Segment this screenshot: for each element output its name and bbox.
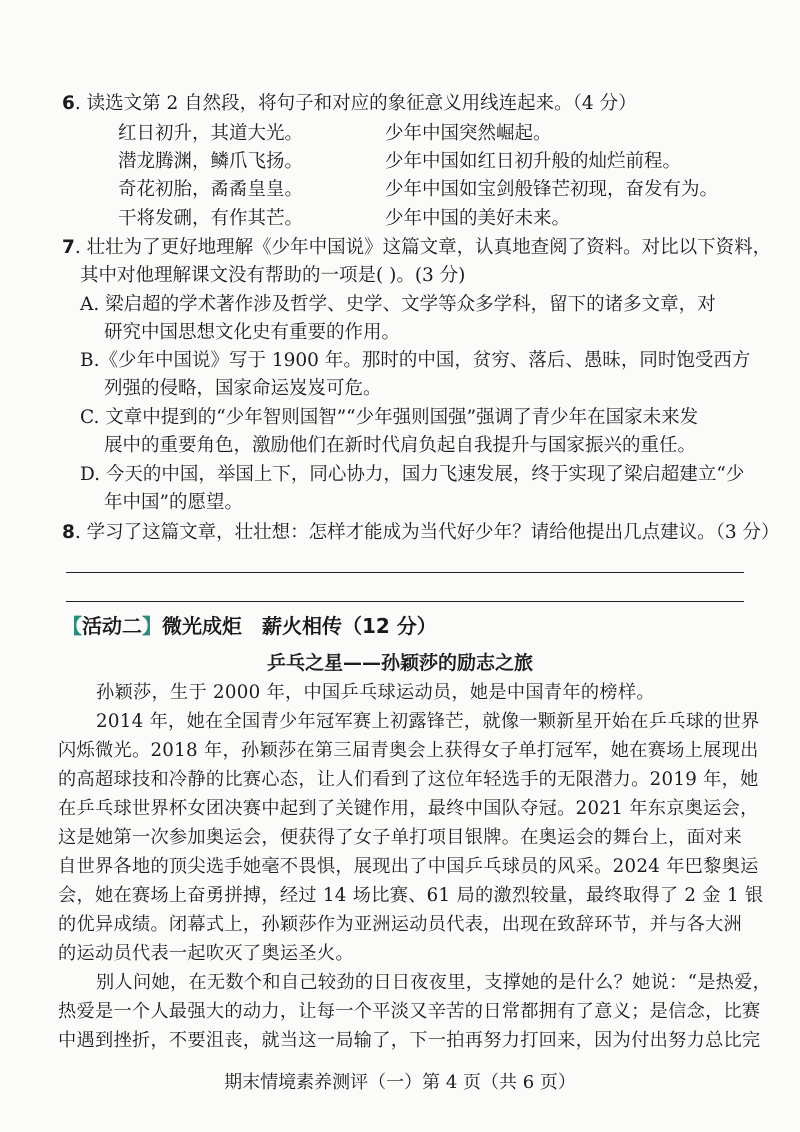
article-line: 会，她在赛场上奋勇拼搏，经过 14 场比赛、61 局的激烈较量，最终取得了 2 金 1 银 (58, 885, 764, 906)
q6-right-item: 少年中国突然崛起。 (385, 123, 552, 144)
q7-option-a-cont: 研究中国思想文化史有重要的作用。 (104, 322, 401, 343)
article-line: 中遇到挫折，不要沮丧，就当这一局输了，下一拍再努力打回来，因为付出努力总比完 (58, 1030, 761, 1051)
q6-right-item: 少年中国的美好未来。 (385, 208, 571, 229)
q6-right-item: 少年中国如宝剑般锋芒初现，奋发有为。 (385, 179, 719, 200)
article-line: 热爱是一个人最强大的动力，让每一个平淡又辛苦的日常都拥有了意义；是信念，比赛 (58, 1001, 761, 1022)
q6-prompt: 6. 读选文第 2 自然段，将句子和对应的象征意义用线连起来。（4 分） (62, 93, 637, 114)
bracket-close: 】 (142, 614, 162, 638)
q6-left-item: 干将发硎，有作其芒。 (118, 208, 304, 229)
q7-option-c-cont: 展中的重要角色，激励他们在新时代肩负起自我提升与国家振兴的重任。 (104, 435, 697, 456)
activity-label: 活动二 (82, 614, 142, 638)
article-line: 这是她第一次参加奥运会，便获得了女子单打项目银牌。在奥运会的舞台上，面对来 (58, 827, 743, 848)
q7-option-a: A. 梁启超的学术著作涉及哲学、史学、文学等众多学科，留下的诸多文章，对 (80, 294, 716, 315)
article-line: 孙颖莎，生于 2000 年，中国乒乓球运动员，她是中国青年的榜样。 (96, 682, 655, 703)
activity-title: 微光成炬 薪火相传（12 分） (162, 614, 437, 638)
q8-number: 8 (62, 522, 75, 543)
article-title: 乒乓之星——孙颖莎的励志之旅 (266, 652, 533, 674)
q7-option-d: D. 今天的中国，举国上下，同心协力，国力飞速发展，终于实现了梁启超建立“少 (80, 464, 745, 485)
answer-line-2[interactable] (66, 601, 744, 602)
q7-option-b: B.《少年中国说》写于 1900 年。那时的中国，贫穷、落后、愚昧，同时饱受西方 (80, 350, 751, 371)
answer-line-1[interactable] (66, 572, 744, 573)
article-line: 的高超球技和冷静的比赛心态，让人们看到了这位年轻选手的无限潜力。2019 年，她 (58, 769, 759, 790)
q7-prompt: 7. 壮壮为了更好地理解《少年中国说》这篇文章，认真地查阅了资料。对比以下资料， (62, 237, 772, 258)
q6-left-item: 潜龙腾渊，鳞爪飞扬。 (118, 151, 304, 172)
article-line: 别人问她，在无数个和自己较劲的日日夜夜里，支撑她的是什么？她说：“是热爱， (96, 972, 772, 993)
q6-left-item: 红日初升，其道大光。 (118, 123, 304, 144)
q6-right-item: 少年中国如红日初升般的灿烂前程。 (385, 151, 682, 172)
article-line: 的优异成绩。闭幕式上，孙颖莎作为亚洲运动员代表，出现在致辞环节，并与各大洲 (58, 914, 743, 935)
q6-number: 6 (62, 93, 75, 114)
q7-number: 7 (62, 237, 75, 258)
q7-prompt-cont: 其中对他理解课文没有帮助的一项是( )。(3 分) (80, 265, 466, 286)
q7-option-b-cont: 列强的侵略，国家命运岌岌可危。 (104, 378, 382, 399)
article-line: 自世界各地的顶尖选手她毫不畏惧，展现出了中国乒乓球员的风采。2024 年巴黎奥运 (58, 856, 759, 877)
article-line: 闪烁微光。2018 年，孙颖莎在第三届青奥会上获得女子单打冠军，她在赛场上展现出 (58, 740, 759, 761)
q8-prompt: 8. 学习了这篇文章，壮壮想：怎样才能成为当代好少年？请给他提出几点建议。（3 分） (62, 522, 780, 543)
page-footer: 期末情境素养测评（一）第 4 页（共 6 页） (224, 1072, 576, 1093)
article-line: 在乒乓球世界杯女团决赛中起到了关键作用，最终中国队夺冠。2021 年东京奥运会， (58, 798, 759, 819)
q7-option-c: C. 文章中提到的“少年智则国智”“少年强则国强”强调了青少年在国家未来发 (80, 407, 699, 428)
article-line: 的运动员代表一起吹灭了奥运圣火。 (58, 943, 354, 964)
q6-left-item: 奇花初胎，矞矞皇皇。 (118, 179, 304, 200)
q7-option-d-cont: 年中国”的愿望。 (104, 492, 243, 513)
activity-heading (62, 612, 437, 640)
bracket-open: 【 (62, 614, 82, 638)
article-line: 2014 年，她在全国青少年冠军赛上初露锋芒，就像一颗新星开始在乒乓球的世界 (96, 711, 760, 732)
